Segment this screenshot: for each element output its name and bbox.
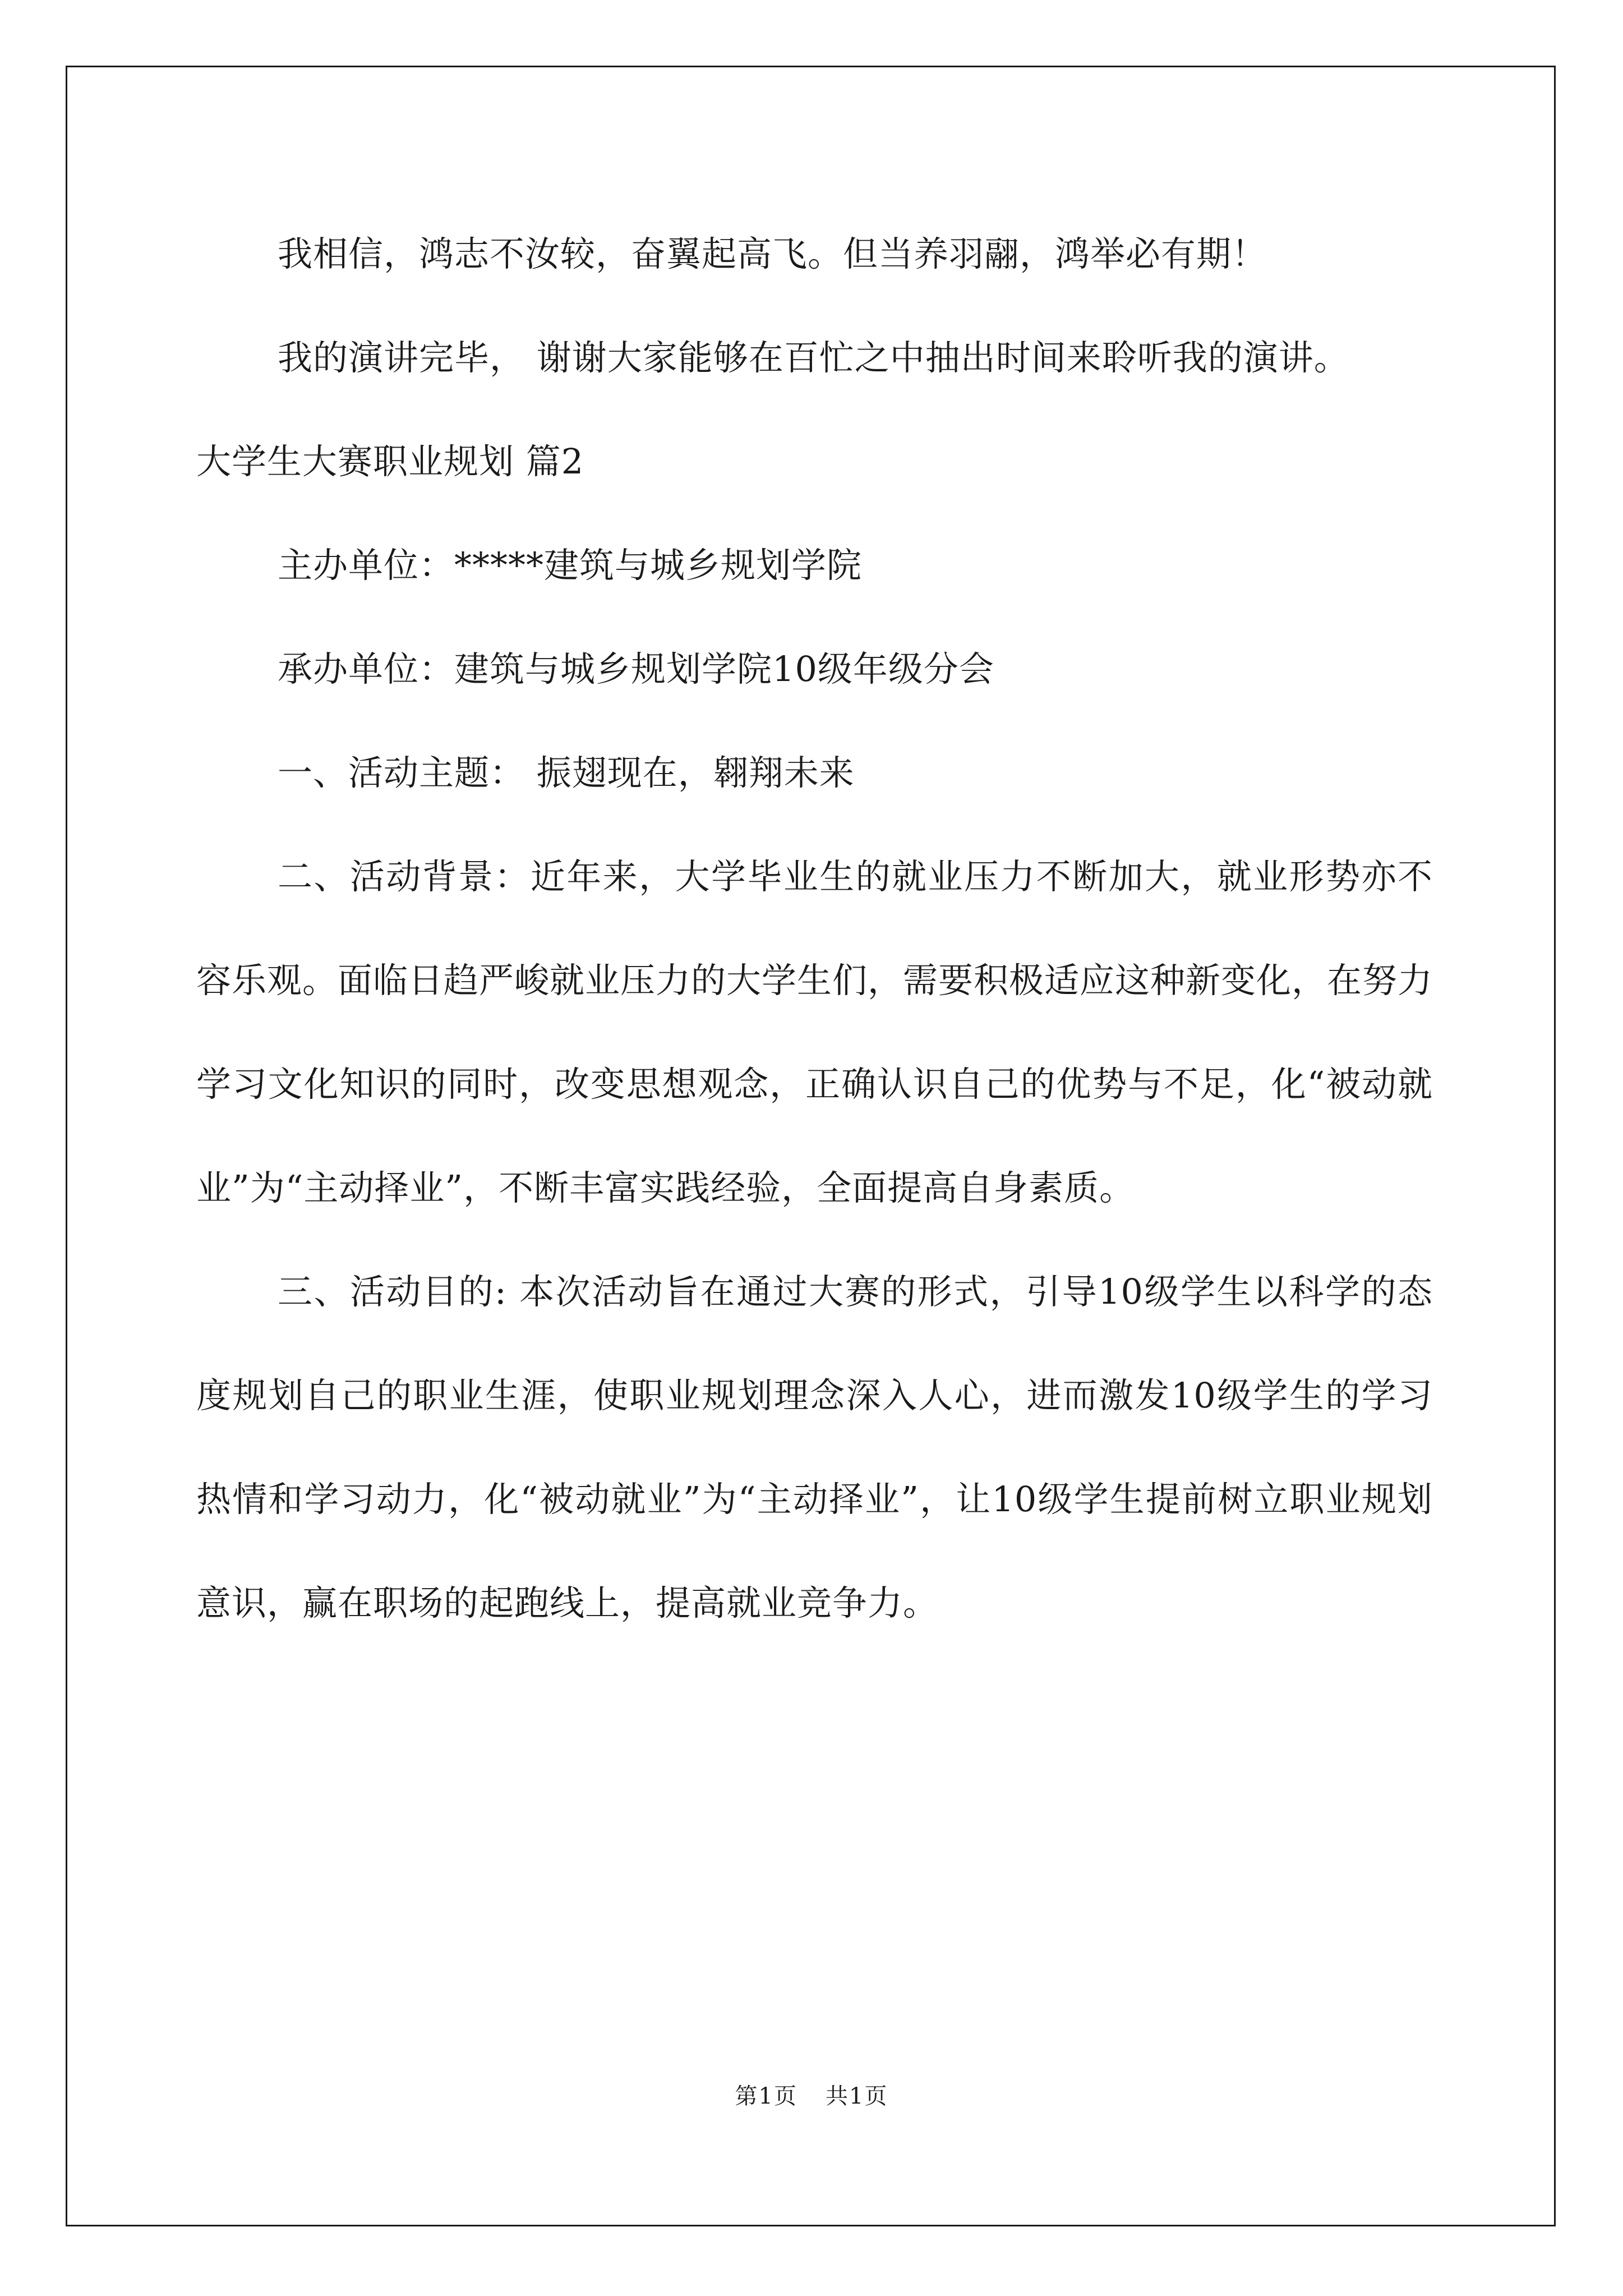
page-count: 共1页 — [826, 2083, 888, 2109]
paragraph: 二、活动背景：近年来，大学毕业生的就业压力不断加大，就业形势亦不容乐观。面临日趋严峻就业压力的大学生们，需要积极适应这种新变化，在努力学习文化知识的同时，改变思想观念，正确认识自己的优势与不足，化“被动就业”为“主动择业”，不断丰富实践经验，全面提高自身素质。 — [196, 856, 1433, 1208]
page-number: 第1页 — [735, 2083, 797, 2109]
paragraph: 我相信，鸿志不汝较，奋翼起高飞。但当养羽翮，鸿举必有期！ — [278, 233, 1267, 274]
paragraph: 三、活动目的: 本次活动旨在通过大赛的形式，引导10级学生以科学的态度规划自己的职业生涯，使职业规划理念深入人心，进而激发10级学生的学习热情和学习动力，化“被动就业”为“主动择业”，让10级学生提前树立职业规划意识，赢在职场的起跑线上，提高就业竞争力。 — [196, 1271, 1433, 1623]
paragraph: 一、活动主题： 振翅现在，翱翔未来 — [278, 752, 855, 793]
section-heading: 大学生大赛职业规划 篇2 — [196, 441, 584, 482]
paragraph: 承办单位：建筑与城乡规划学院10级年级分会 — [278, 648, 994, 689]
paragraph: 主办单位：*****建筑与城乡规划学院 — [278, 545, 863, 586]
paragraph: 我的演讲完毕， 谢谢大家能够在百忙之中抽出时间来聆听我的演讲。 — [278, 337, 1349, 378]
document-body — [196, 202, 1433, 1655]
page-footer — [0, 2078, 1623, 2110]
